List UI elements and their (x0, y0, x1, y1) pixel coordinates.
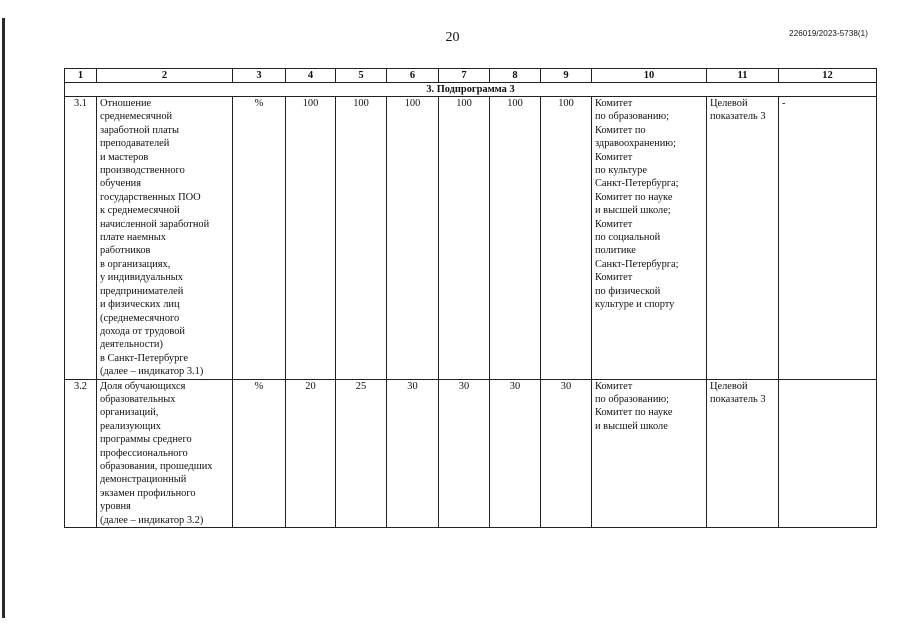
responsible-cell: Комитет по образованию; Комитет по здравоохранению; Комитет по культуре Санкт-Петербурга; Комитет по науке и высшей школе; Комитет по социальной политике Санкт-Петербурга; Комитет по физической культуре и спорту (592, 97, 707, 380)
header-cell-2: 2 (97, 69, 233, 83)
table-row (65, 379, 877, 527)
row-id: 3.1 (65, 97, 97, 380)
unit-cell: % (233, 97, 286, 380)
indicator-name: Доля обучающихся образовательных организаций, реализующих программы среднего профессионального образования, прошедших демонстрационный экзамен профильного уровня (далее – индикатор 3.2) (97, 379, 233, 527)
section-row (65, 83, 877, 97)
scan-edge-mark (2, 18, 5, 618)
header-cell-12: 12 (779, 69, 877, 83)
section-title: 3. Подпрограмма 3 (65, 83, 877, 97)
value-cell-4: 20 (286, 379, 336, 527)
unit-cell: % (233, 379, 286, 527)
value-cell-7: 30 (439, 379, 490, 527)
value-cell-5: 25 (336, 379, 387, 527)
target-cell: Целевой показатель 3 (707, 379, 779, 527)
table-row (65, 97, 877, 380)
header-cell-5: 5 (336, 69, 387, 83)
note-cell: - (779, 97, 877, 380)
value-cell-5: 100 (336, 97, 387, 380)
header-cell-6: 6 (387, 69, 439, 83)
value-cell-8: 30 (490, 379, 541, 527)
indicator-name: Отношение среднемесячной заработной платы преподавателей и мастеров производственного обучения государственных ПОО к среднемесячной начисленной заработной плате наемных работников в организациях, у индивидуальных предпринимателей и физических лиц (среднемесячного дохода от трудовой деятельности) в Санкт-Петербурге (далее – индикатор 3.1) (97, 97, 233, 380)
header-cell-3: 3 (233, 69, 286, 83)
value-cell-7: 100 (439, 97, 490, 380)
indicators-table (64, 68, 877, 528)
value-cell-6: 100 (387, 97, 439, 380)
value-cell-9: 30 (541, 379, 592, 527)
header-cell-4: 4 (286, 69, 336, 83)
responsible-cell: Комитет по образованию; Комитет по науке и высшей школе (592, 379, 707, 527)
row-id: 3.2 (65, 379, 97, 527)
value-cell-8: 100 (490, 97, 541, 380)
value-cell-4: 100 (286, 97, 336, 380)
header-cell-9: 9 (541, 69, 592, 83)
value-cell-6: 30 (387, 379, 439, 527)
header-row (65, 69, 877, 83)
document-registration-code: 226019/2023-5738(1) (789, 29, 868, 38)
header-cell-11: 11 (707, 69, 779, 83)
target-cell: Целевой показатель 3 (707, 97, 779, 380)
header-cell-8: 8 (490, 69, 541, 83)
page-number: 20 (445, 30, 460, 45)
header-cell-1: 1 (65, 69, 97, 83)
note-cell (779, 379, 877, 527)
header-cell-10: 10 (592, 69, 707, 83)
value-cell-9: 100 (541, 97, 592, 380)
header-cell-7: 7 (439, 69, 490, 83)
